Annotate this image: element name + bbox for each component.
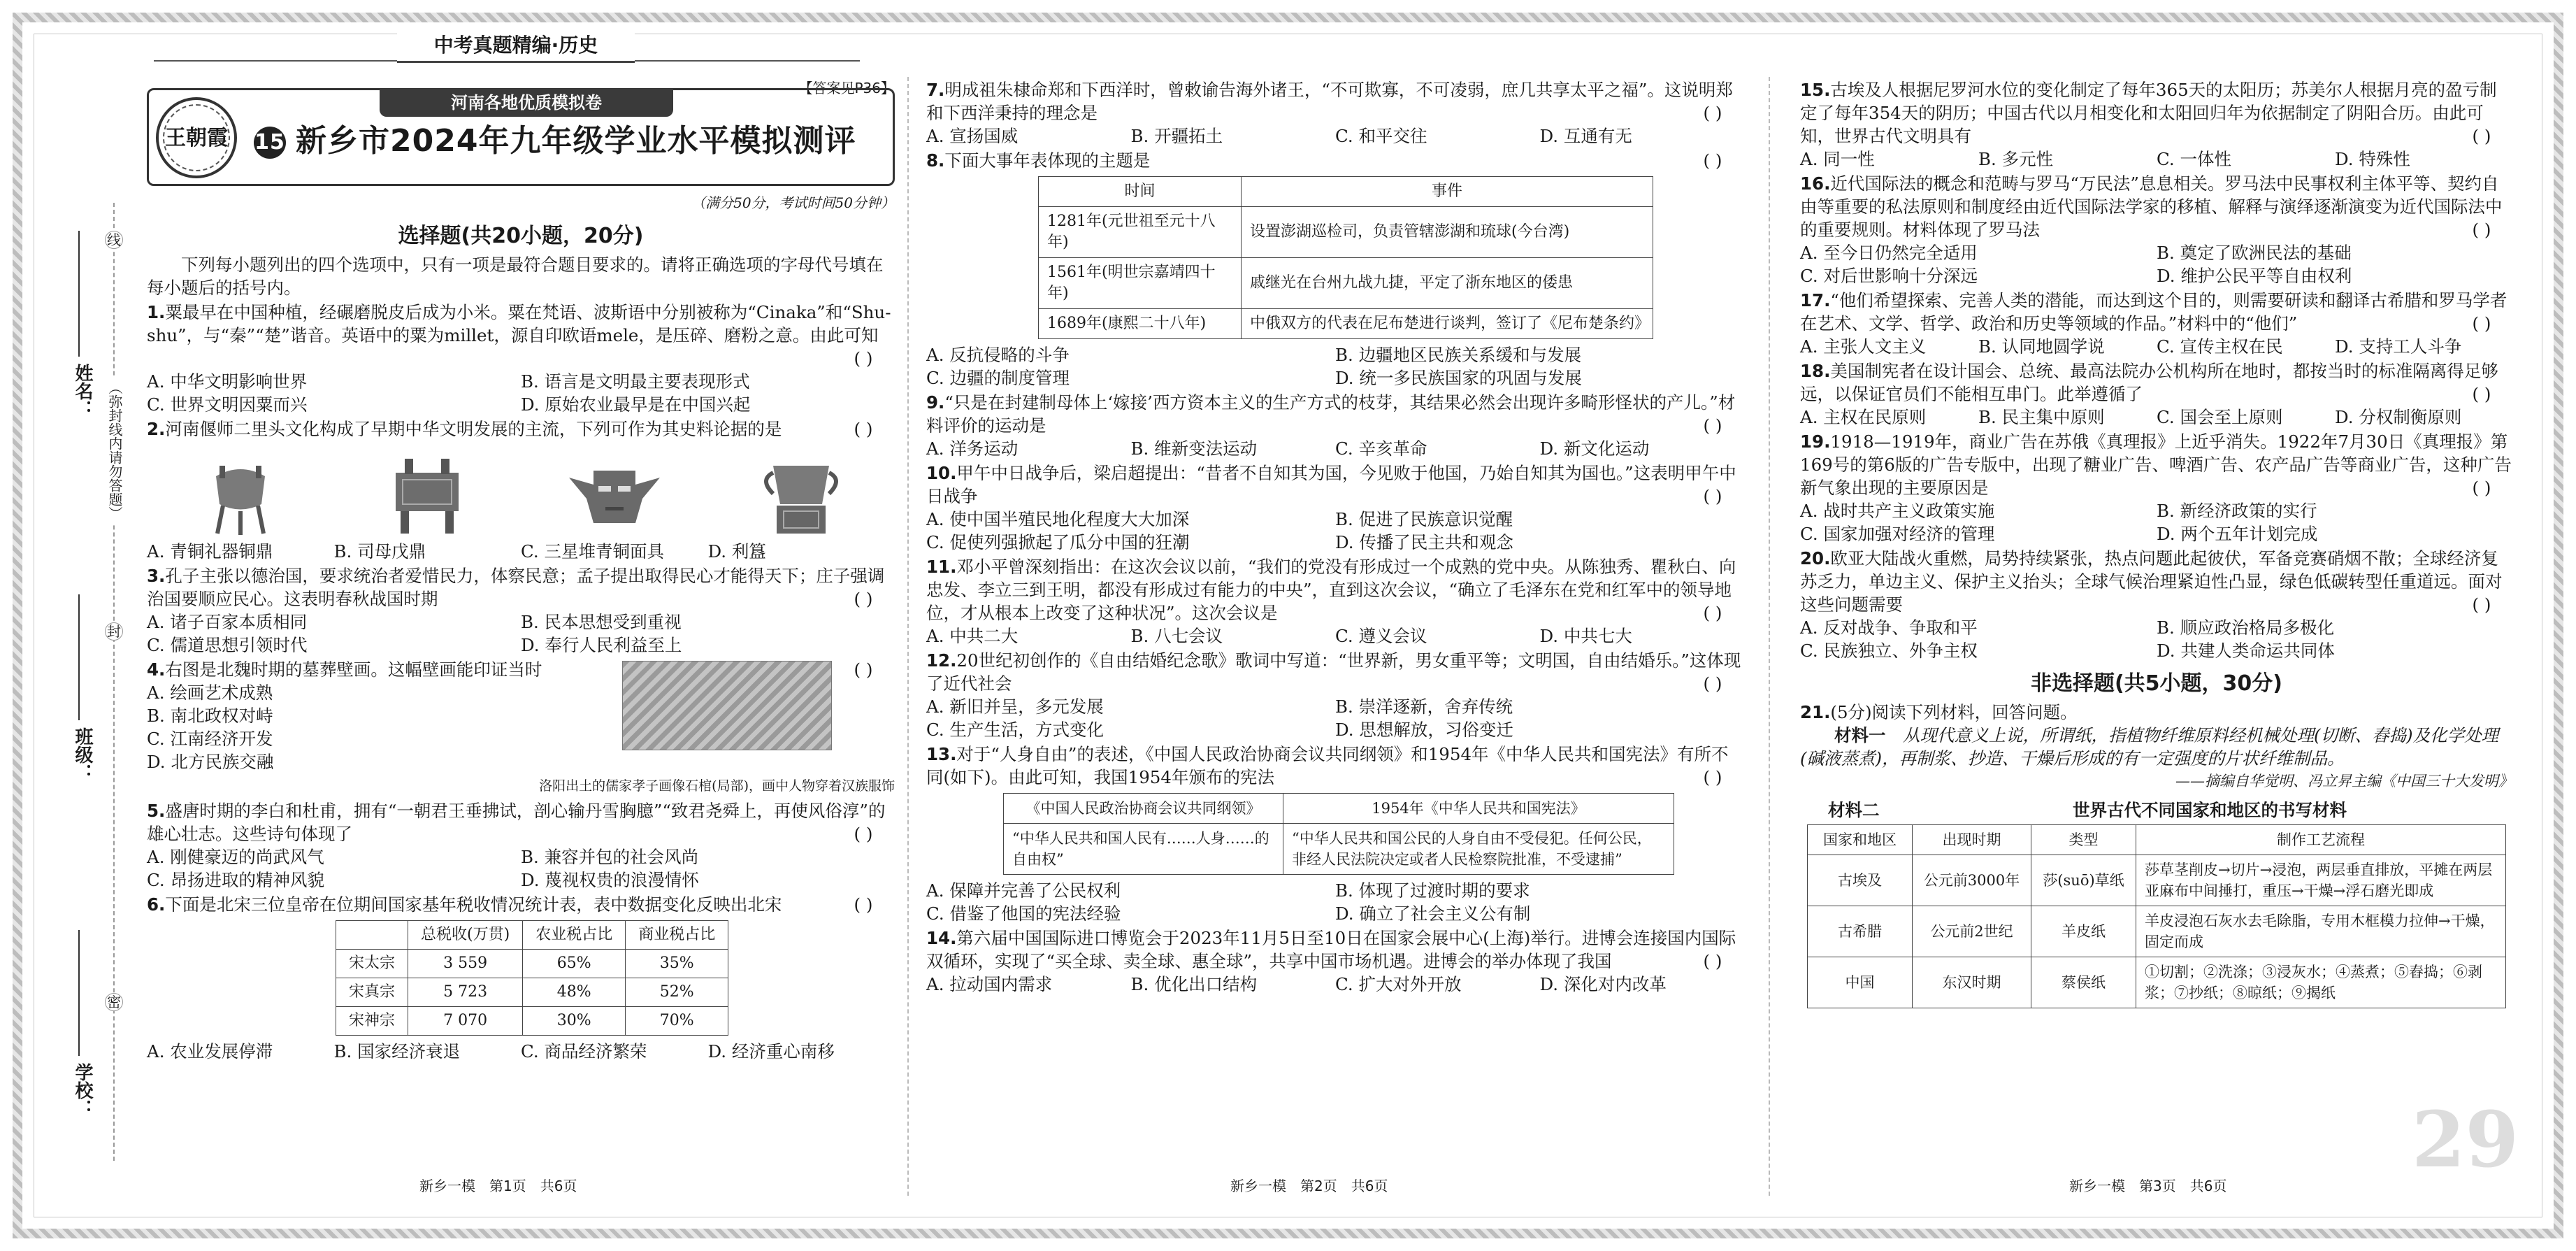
material-1-source: ——摘编自华觉明、冯立昇主编《中国三十大发明》: [2175, 773, 2513, 789]
table-row: 1561年(明世宗嘉靖四十年) 戚继光在台州九战九捷，平定了浙东地区的倭患: [1039, 258, 1653, 309]
table-row: 1689年(康熙二十八年) 中俄双方的代表在尼布楚进行谈判，签订了《尼布楚条约》: [1039, 309, 1653, 339]
question-12: 12.20世纪初创作的《自由结婚纪念歌》歌词中写道：“世界新，男女重平等；文明国，自由结婚乐。”这体现了近代社会 ( ) A. 新旧并呈，多元发展 B. 崇洋逐新，舍弃传统 C. 生产生活，方式变化 D. 思想解放，习俗变迁: [926, 649, 1744, 741]
tax-table: 总税收(万贯) 农业税占比 商业税占比 宋太宗 3 559 65% 35% 宋真宗 5 723 48% 52% 宋神宗 7 070 30% 70%: [336, 920, 728, 1036]
answer-blank-16[interactable]: ( ): [2472, 220, 2491, 240]
option: B. 边疆地区民族关系缓和与发展: [1335, 345, 1582, 365]
name-label: 姓名：: [72, 364, 93, 418]
answer-blank-10[interactable]: ( ): [1703, 486, 1722, 506]
binding-strip: [49, 203, 126, 1161]
option: B. 开疆拓土: [1130, 126, 1223, 146]
series-title: 中考真题精编·历史: [397, 28, 635, 63]
events-table: 时间 事件 1281年(元世祖至元十八年) 设置澎湖巡检司，负责管辖澎湖和琉球(今台湾) 1561年(明世宗嘉靖四十年) 戚继光在台州九战九捷，平定了浙东地区的倭患 1689年(康熙二十八年) 中俄双方的代表在尼布楚进行谈判，签订了《尼布楚条约》: [1038, 176, 1653, 339]
option: C. 三星堆青铜面具: [521, 541, 664, 562]
question-11: 11.邓小平曾深刻指出：在这次会议以前，“我们的党没有形成过一个成熟的党中央。从陈独秀、瞿秋白、向忠发、李立三到王明，都没有形成过有能力的中央”，直到这次会议，“确立了毛泽东在党和红军中的领导地位，才从根本上改变了这种状况”。这次会议是 ( ) A. 中共二大 B. 八七会议 C. 遵义会议 D. 中共七大: [926, 555, 1744, 648]
option: B. 顺应政治格局多极化: [2157, 617, 2335, 638]
answer-reference: 【答案见P36】: [798, 80, 895, 96]
footer-page-2: 新乡一模 第2页 共6页: [1230, 1178, 1388, 1194]
option: C. 昂扬进取的精神风貌: [147, 870, 324, 890]
material-2-title: 世界古代不同国家和地区的书写材料: [2073, 800, 2347, 820]
mural-image: [622, 661, 832, 750]
option: D. 两个五年计划完成: [2157, 524, 2318, 544]
table-row: 宋太宗 3 559 65% 35%: [336, 950, 728, 978]
question-14: 14.第六届中国国际进口博览会于2023年11月5日至10日在国家会展中心(上海)举行。进博会连接国内国际双循环，实现了“买全球、卖全球、惠全球”，共享中国市场机遇。进博会的举办体现了我国 ( ) A. 拉动国内需求 B. 优化出口结构 C. 扩大对外开放 D. 深化对内改革: [926, 927, 1744, 996]
table-row: 古埃及 公元前3000年 莎(suō)草纸 莎草茎削皮→切片→浸泡，两层垂直排放，平摊在两层亚麻布中间捶打，重压→干燥→浮石磨光即成: [1808, 855, 2506, 906]
option: B. 优化出口结构: [1130, 974, 1258, 994]
li-gui-image: [749, 453, 854, 537]
table-row: 宋神宗 7 070 30% 70%: [336, 1007, 728, 1036]
option: C. 国家加强对经济的管理: [1800, 524, 1995, 544]
option: B. 新经济政策的实行: [2157, 501, 2317, 521]
name-write-line[interactable]: [78, 231, 80, 357]
question-3: 3.孔子主张以德治国，要求统治者爱惜民力，体察民意；孟子提出取得民心才能得天下；庄子强调治国要顺应民心。这表明春秋战国时期 ( ) A. 诸子百家本质相同 B. 民本思想受到重视 C. 儒道思想引领时代 D. 奉行人民利益至上: [147, 564, 895, 657]
option: D. 蔑视权贵的浪漫情怀: [521, 870, 699, 890]
option: C. 和平交往: [1335, 126, 1427, 146]
exam-meta: （满分50分，考试时间50分钟）: [691, 194, 895, 211]
option: B. 语言是文明最主要表现形式: [521, 371, 750, 392]
option: D. 分权制衡原则: [2335, 407, 2462, 427]
answer-blank-3[interactable]: ( ): [854, 589, 873, 609]
option: A. 保障并完善了公民权利: [926, 880, 1121, 901]
mural-caption: 洛阳出土的儒家孝子画像石棺(局部)，画中人物穿着汉族服饰: [539, 778, 895, 794]
answer-blank-15[interactable]: ( ): [2472, 126, 2491, 146]
question-7: 7.明成祖朱棣命郑和下西洋时，曾敕谕告海外诸王，“不可欺寡，不可凌弱，庶几共享太平之福”。这说明郑和下西洋秉持的理念是 ( ) A. 宣扬国威 B. 开疆拓土 C. 和平交往 D. 互通有无: [926, 78, 1744, 148]
material-2-label: 材料二: [1828, 800, 1880, 820]
option: C. 宣传主权在民: [2157, 336, 2283, 357]
answer-blank-5[interactable]: ( ): [854, 824, 873, 844]
column-2: [926, 77, 1744, 1182]
option: D. 互通有无: [1539, 126, 1632, 146]
class-write-line[interactable]: [78, 594, 80, 720]
option: B. 多元性: [1978, 149, 2054, 169]
question-15: 15.古埃及人根据尼罗河水位的变化制定了每年365天的太阳历；苏美尔人根据月亮的盈亏制定了每年354天的阴历；中国古代以月相变化和太阳回归年为依据制定了阴阳合历。由此可知，世界古代文明具有 ( ) A. 同一性 B. 多元性 C. 一体性 D. 特殊性: [1800, 78, 2513, 171]
question-9: 9.“只是在封建制母体上‘嫁接’西方资本主义的生产方式的枝芽，其结果必然会出现许多畸形怪状的产儿。”材料评价的运动是 ( ) A. 洋务运动 B. 维新变法运动 C. 辛亥革命 D. 新文化运动: [926, 391, 1744, 460]
option: A. 拉动国内需求: [926, 974, 1053, 994]
material-2-heading: [1800, 799, 2513, 822]
option: D. 经济重心南移: [707, 1041, 835, 1061]
question-8: 8.下面大事年表体现的主题是 ( ) 时间 事件 1281年(元世祖至元十八年) 设置澎湖巡检司，负责管辖澎湖和琉球(今台湾) 1561年(明世宗嘉靖四十年) 戚继光在台州九战九捷，平定了浙东地区的倭患 1689年(康熙二十八年) 中俄双方的代表在尼布楚进行谈判，签订了《尼布楚条约》 A. 反抗侵略的斗争 B. 边疆地区民族关系缓和与发展 C. 边疆的制度管理 D. 统一多民族国家的巩固与发展: [926, 149, 1744, 389]
question-21: 21.(5分)阅读下列材料，回答问题。: [1800, 702, 2078, 722]
region-tab: 河南各地优质模拟卷: [380, 89, 673, 117]
logo-text: 王朝霞: [165, 125, 228, 150]
question-20: 20.欧亚大陆战火重燃，局势持续紧张，热点问题此起彼伏，军备竞赛硝烟不散；全球经济复苏乏力，单边主义、保护主义抬头；全球气候治理紧迫性凸显，绿色低碳转型任重道远。面对这些问题需要 ( ) A. 反对战争、争取和平 B. 顺应政治格局多极化 C. 民族独立、外争主权 D. 共建人类命运共同体: [1800, 547, 2513, 662]
option: D. 共建人类命运共同体: [2157, 641, 2335, 661]
option: B. 八七会议: [1130, 626, 1223, 646]
option: A. 洋务运动: [926, 438, 1019, 459]
option: C. 借鉴了他国的宪法经验: [926, 903, 1121, 924]
option: C. 遵义会议: [1335, 626, 1427, 646]
option: B. 司母戊鼎: [333, 541, 426, 562]
table-row: 中国 东汉时期 蔡侯纸 ①切割；②洗涤；③浸灰水；④蒸煮；⑤舂捣；⑥剥浆；⑦抄纸；⑧晾纸；⑨揭纸: [1808, 957, 2506, 1008]
option: A. 青铜礼器铜鼎: [147, 541, 273, 562]
binding-dash-line: [113, 203, 115, 1161]
answer-blank-8[interactable]: ( ): [1703, 150, 1722, 171]
binding-word-feng: 封: [105, 622, 123, 641]
option: C. 辛亥革命: [1335, 438, 1427, 459]
bronze-ding-image: [188, 453, 293, 537]
answer-blank-12[interactable]: ( ): [1703, 673, 1722, 694]
option: B. 崇洋逐新，舍弃传统: [1335, 696, 1513, 717]
publisher-logo: [156, 97, 237, 178]
material-1-label: 材料一: [1834, 725, 1886, 745]
option: D. 思想解放，习俗变迁: [1335, 720, 1513, 740]
paper-title-text: 新乡市2024年九年级学业水平模拟测评: [296, 123, 856, 159]
question-17: 17.“他们希望探索、完善人类的潜能，而达到这个目的，则需要研读和翻译古希腊和罗马学者在艺术、文学、哲学、政治和历史等领域的作品。”材料中的“他们” ( ) A. 主张人文主义 B. 认同地圆学说 C. 宣传主权在民 D. 支持工人斗争: [1800, 289, 2513, 358]
answer-blank-7[interactable]: ( ): [1703, 103, 1722, 123]
table-row: 1281年(元世祖至元十八年) 设置澎湖巡检司，负责管辖澎湖和琉球(今台湾): [1039, 207, 1653, 258]
option: D. 传播了民主共和观念: [1335, 532, 1513, 552]
option: A. 农业发展停滞: [147, 1041, 273, 1061]
column-1: [147, 77, 895, 1182]
option: D. 特殊性: [2335, 149, 2410, 169]
constitution-table: 《中国人民政治协商会议共同纲领》 1954年《中华人民共和国宪法》 “中华人民共和国人民有……人身……的自由权” “中华人民共和国公民的人身自由不受侵犯。任何公民，非经人民法院决定或者人民检察院批准，不受逮捕”: [1003, 793, 1674, 875]
footer-page-1: 新乡一模 第1页 共6页: [419, 1178, 577, 1194]
page-number: 29: [2412, 1094, 2519, 1185]
footer-page-3: 新乡一模 第3页 共6页: [2069, 1178, 2227, 1194]
answer-blank-14[interactable]: ( ): [1703, 951, 1722, 971]
option: C. 边疆的制度管理: [926, 368, 1070, 388]
school-label: 学校：: [72, 1063, 93, 1117]
option: A. 中华文明影响世界: [147, 371, 308, 392]
column-divider-2: [1769, 77, 1770, 1196]
question-6: 6.下面是北宋三位皇帝在位期间国家基年税收情况统计表，表中数据变化反映出北宋 ( ) 总税收(万贯) 农业税占比 商业税占比 宋太宗 3 559 65% 35% 宋真宗 5 723 48% 52% 宋神宗 7 070 30% 70% A. 农业发展停滞 B. 国家经济衰退 C. 商品经济繁荣 D. 经济重心南移: [147, 893, 895, 1063]
option: C. 儒道思想引领时代: [147, 635, 308, 655]
option: B. 奠定了欧洲民法的基础: [2157, 243, 2352, 263]
simuwu-ding-image: [375, 453, 480, 537]
column-divider-1: [907, 77, 909, 1196]
option: D. 新文化运动: [1539, 438, 1650, 459]
answer-blank-18[interactable]: ( ): [2472, 384, 2491, 404]
option: D. 统一多民族国家的巩固与发展: [1335, 368, 1582, 388]
option: D. 奉行人民利益至上: [521, 635, 682, 655]
answer-blank-20[interactable]: ( ): [2472, 594, 2491, 615]
option: A. 新旧并呈，多元发展: [926, 696, 1104, 717]
option: B. 维新变法运动: [1130, 438, 1258, 459]
option: C. 促使列强掀起了瓜分中国的狂潮: [926, 532, 1190, 552]
option: B. 民主集中原则: [1978, 407, 2105, 427]
option: B. 体现了过渡时期的要求: [1335, 880, 1530, 901]
answer-blank-2[interactable]: ( ): [854, 419, 873, 439]
answer-blank-11[interactable]: ( ): [1703, 603, 1722, 623]
binding-note: （弥封线内请勿答题）: [105, 378, 125, 523]
option: C. 民族独立、外争主权: [1800, 641, 1978, 661]
option: D. 维护公民平等自由权利: [2157, 266, 2352, 286]
option: C. 一体性: [2157, 149, 2231, 169]
answer-blank-1[interactable]: ( ): [854, 348, 873, 369]
writing-materials-table: 国家和地区 出现时期 类型 制作工艺流程 古埃及 公元前3000年 莎(suō)草纸 莎草茎削皮→切片→浸泡，两层垂直排放，平摊在两层亚麻布中间捶打，重压→干燥→浮石磨光即成 古希腊 公元前2世纪 羊皮纸 羊皮浸泡石灰水去毛除脂，专用木框模力拉伸→干燥，固定而成 中国 东汉时期 蔡侯纸 ①切割；②洗涤；③浸灰水；④蒸煮；⑤舂捣；⑥剥浆；⑦抄纸；⑧晾纸；⑨揭纸: [1807, 824, 2506, 1008]
answer-blank-13[interactable]: ( ): [1703, 767, 1722, 787]
table-row: 古希腊 公元前2世纪 羊皮纸 羊皮浸泡石灰水去毛除脂，专用木框模力拉伸→干燥，固定而成: [1808, 906, 2506, 957]
option: C. 国会至上原则: [2157, 407, 2283, 427]
option: B. 国家经济衰退: [333, 1041, 461, 1061]
answer-blank-4[interactable]: ( ): [854, 659, 873, 680]
table-row: 宋真宗 5 723 48% 52%: [336, 978, 728, 1007]
option: A. 诸子百家本质相同: [147, 612, 308, 632]
section-instructions: 下列每小题列出的四个选项中，只有一项是最符合题目要求的。请将正确选项的字母代号填在每小题后的括号内。: [147, 255, 884, 298]
option: D. 北方民族交融: [147, 752, 274, 772]
question-2: 2.河南偃师二里头文化构成了早期中华文明发展的主流，下列可作为其史料论据的是 ( ) A. 青铜礼器铜鼎 B. 司母戊鼎 C. 三星堆青铜面具 D. 利簋: [147, 417, 895, 563]
section-title-choice: 选择题(共20小题，20分): [398, 224, 644, 248]
option: A. 同一性: [1800, 149, 1875, 169]
binding-word-mi: 密: [105, 993, 123, 1011]
option: B. 民本思想受到重视: [521, 612, 682, 632]
option: D. 支持工人斗争: [2335, 336, 2462, 357]
question-19: 19.1918—1919年，商业广告在苏俄《真理报》上近乎消失。1922年7月30日《真理报》第169号的第6版的广告专版中，出现了糖业广告、啤酒广告、农产品广告等商业广告，这种广告新气象出现的主要原因是 ( ) A. 战时共产主义政策实施 B. 新经济政策的实行 C. 国家加强对经济的管理 D. 两个五年计划完成: [1800, 430, 2513, 545]
question-5: 5.盛唐时期的李白和杜甫，拥有“一朝君王垂拂试，剖心输丹雪胸臆”“致君尧舜上，再使风俗淳”的雄心壮志。这些诗句体现了 ( ) A. 刚健豪迈的尚武风气 B. 兼容并包的社会风尚 C. 昂扬进取的精神风貌 D. 蔑视权贵的浪漫情怀: [147, 799, 895, 892]
paper-title: [254, 123, 856, 159]
option: A. 中共二大: [926, 626, 1019, 646]
option: D. 利簋: [707, 541, 766, 562]
title-box: [147, 88, 895, 186]
option: A. 反对战争、争取和平: [1800, 617, 1978, 638]
class-label: 班级：: [72, 727, 93, 782]
question-18: 18.美国制宪者在设计国会、总统、最高法院办公机构所在地时，都按当时的标准隔离得足够远，以保证官员们不能相互串门。此举遵循了 ( ) A. 主权在民原则 B. 民主集中原则 C. 国会至上原则 D. 分权制衡原则: [1800, 359, 2513, 429]
option: A. 刚健豪迈的尚武风气: [147, 847, 324, 867]
question-13: 13.对于“人身自由”的表述，《中国人民政治协商会议共同纲领》和1954年《中华人民共和国宪法》有所不同(如下)。由此可知，我国1954年颁布的宪法 ( ) 《中国人民政治协商会议共同纲领》 1954年《中华人民共和国宪法》 “中华人民共和国人民有……人身……的自由权” “中华人民共和国公民的人身自由不受侵犯。任何公民，非经人民法院决定或者人民检察院批准，不受逮捕” A. 保障并完善了公民权利 B. 体现了过渡时期的要求 C. 借鉴了他国的宪法经验 D. 确立了社会主义公有制: [926, 743, 1744, 925]
option: A. 主张人文主义: [1800, 336, 1927, 357]
option: A. 至今日仍然完全适用: [1800, 243, 1978, 263]
question-16: 16.近代国际法的概念和范畴与罗马“万民法”息息相关。罗马法中民事权利主体平等、契约自由等重要的私法原则和制度经由近代国际法学家的移植、解释与演绎逐渐演变为近代国际法中的重要规则。材料体现了罗马法 ( ) A. 至今日仍然完全适用 B. 奠定了欧洲民法的基础 C. 对后世影响十分深远 D. 维护公民平等自由权利: [1800, 172, 2513, 287]
artifact-images: [147, 446, 895, 537]
option: A. 主权在民原则: [1800, 407, 1927, 427]
option: D. 深化对内改革: [1539, 974, 1667, 994]
option: D. 原始农业最早是在中国兴起: [521, 394, 751, 415]
option: D. 中共七大: [1539, 626, 1632, 646]
question-10: 10.甲午中日战争后，梁启超提出：“昔者不自知其为国，今见败于他国，乃始自知其为国也。”这表明甲午中日战争 ( ) A. 使中国半殖民地化程度大大加深 B. 促进了民族意识觉醒 C. 促使列强掀起了瓜分中国的狂潮 D. 传播了民主共和观念: [926, 462, 1744, 554]
option: A. 宣扬国威: [926, 126, 1019, 146]
option: A. 使中国半殖民地化程度大大加深: [926, 509, 1190, 529]
option: B. 认同地圆学说: [1978, 336, 2105, 357]
column-3: [1800, 77, 2513, 1182]
option: C. 商品经济繁荣: [521, 1041, 647, 1061]
answer-blank-9[interactable]: ( ): [1703, 415, 1722, 436]
answer-blank-19[interactable]: ( ): [2472, 478, 2491, 498]
option: C. 世界文明因粟而兴: [147, 394, 308, 415]
option: A. 反抗侵略的斗争: [926, 345, 1070, 365]
school-write-line[interactable]: [78, 930, 80, 1056]
option: A. 战时共产主义政策实施: [1800, 501, 1995, 521]
option: B. 南北政权对峙: [147, 706, 273, 726]
binding-word-xian: 线: [105, 231, 123, 249]
section-title-nonchoice: 非选择题(共5小题，30分): [2030, 671, 2283, 696]
answer-blank-6[interactable]: ( ): [854, 894, 873, 915]
option: A. 绘画艺术成熟: [147, 682, 273, 703]
question-1: 1.粟最早在中国种植，经碾磨脱皮后成为小米。粟在梵语、波斯语中分别被称为“Cinaka”和“Shu-shu”，与“秦”“楚”谐音。英语中的粟为millet，源自印欧语mele，是压碎、磨粉之意。由此可知 ( ) A. 中华文明影响世界 B. 语言是文明最主要表现形式 C. 世界文明因粟而兴 D. 原始农业最早是在中国兴起: [147, 301, 895, 416]
option: C. 生产生活，方式变化: [926, 720, 1104, 740]
paper-number-badge: 15: [254, 127, 286, 159]
option: C. 扩大对外开放: [1335, 974, 1462, 994]
table-row: “中华人民共和国人民有……人身……的自由权” “中华人民共和国公民的人身自由不受侵犯。任何公民，非经人民法院决定或者人民检察院批准，不受逮捕”: [1004, 824, 1674, 875]
option: C. 对后世影响十分深远: [1800, 266, 1978, 286]
question-4: 4.右图是北魏时期的墓葬壁画。这幅壁画能印证当时 ( ) A. 绘画艺术成熟 B. 南北政权对峙 C. 江南经济开发 D. 北方民族交融 洛阳出土的儒家孝子画像石棺(局部)，画中人物穿着汉族服饰: [147, 658, 895, 798]
option: B. 促进了民族意识觉醒: [1335, 509, 1513, 529]
option: B. 兼容并包的社会风尚: [521, 847, 699, 867]
option: C. 江南经济开发: [147, 729, 273, 749]
bronze-mask-image: [562, 453, 667, 537]
answer-blank-17[interactable]: ( ): [2472, 313, 2491, 334]
material-1-text: 从现代意义上说，所谓纸，指植物纤维原料经机械处理(切断、舂捣)及化学处理(碱液蒸煮)，再制浆、抄造、干燥后形成的有一定强度的片状纤维制品。: [1800, 725, 2499, 769]
material-1: [1800, 724, 2513, 770]
option: D. 确立了社会主义公有制: [1335, 903, 1531, 924]
